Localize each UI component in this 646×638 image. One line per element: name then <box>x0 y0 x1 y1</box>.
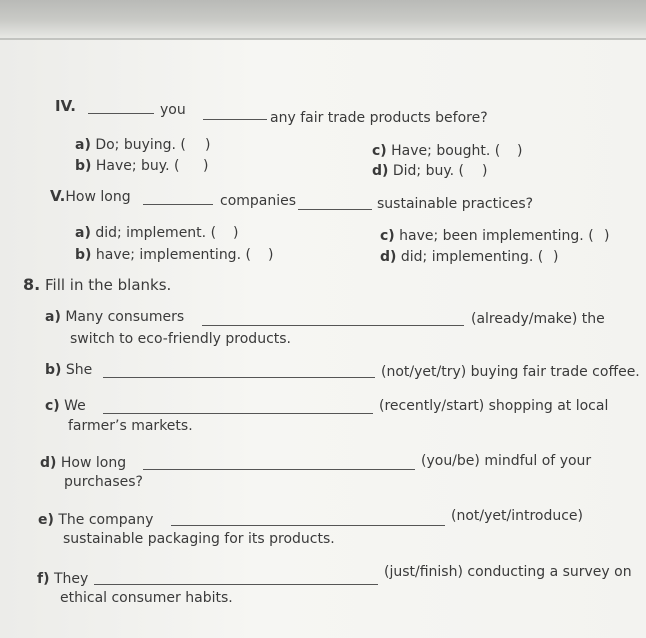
fill-item-a-hint: (already/make) the <box>471 311 605 327</box>
exercise-iv-blank-1[interactable] <box>88 113 154 114</box>
exercise-iv-option-d-close: ) <box>482 163 488 179</box>
exercise-8-heading <box>23 277 171 293</box>
item-text-before: She <box>65 362 93 378</box>
fill-item-c <box>45 398 86 414</box>
item-text-before: The company <box>58 512 154 528</box>
exercise-iv-option-d[interactable] <box>372 163 464 179</box>
fill-item-b <box>45 362 92 378</box>
exercise-v-option-b-close: ) <box>268 247 274 263</box>
exercise-v-option-c-close: ) <box>604 228 610 244</box>
fill-item-b-blank[interactable] <box>103 377 375 378</box>
fill-item-f-hint: (just/finish) conducting a survey on <box>384 564 632 580</box>
exercise-8-number: 8. <box>23 275 41 294</box>
item-letter: a) <box>45 309 61 325</box>
item-letter: c) <box>45 398 60 414</box>
fill-item-a <box>45 309 184 325</box>
item-letter: d) <box>40 455 57 471</box>
fill-item-f <box>37 571 88 587</box>
exercise-iv-blank-2[interactable] <box>203 119 267 120</box>
exercise-iv-option-b[interactable] <box>75 158 179 174</box>
exercise-v-option-b[interactable] <box>75 247 251 263</box>
item-letter: b) <box>45 362 62 378</box>
fill-item-c-continuation: farmer’s markets. <box>68 418 193 434</box>
item-letter: f) <box>37 571 50 587</box>
fill-item-b-hint: (not/yet/try) buying fair trade coffee. <box>381 364 640 380</box>
fill-item-d-hint: (you/be) mindful of your <box>421 453 592 469</box>
option-text: have; implementing. ( <box>95 247 251 263</box>
exercise-iv-option-c[interactable] <box>372 143 500 159</box>
option-letter: d) <box>372 163 389 179</box>
exercise-iv-you: you <box>160 102 186 118</box>
exercise-v-how-long: How long <box>65 189 131 205</box>
item-text-before: Many consumers <box>65 309 185 325</box>
fill-item-a-blank[interactable] <box>202 325 464 326</box>
option-text: did; implement. ( <box>95 225 217 241</box>
exercise-v-option-a-close: ) <box>233 225 239 241</box>
fill-item-d-blank[interactable] <box>143 469 415 470</box>
option-text: Have; bought. ( <box>391 143 501 159</box>
fill-item-a-continuation: switch to eco-friendly products. <box>70 331 291 347</box>
exercise-v-option-d[interactable] <box>380 249 543 265</box>
option-letter: d) <box>380 249 397 265</box>
item-text-before: We <box>64 398 86 414</box>
option-text: did; implementing. ( <box>400 249 544 265</box>
fill-item-e <box>38 512 153 528</box>
fill-item-c-blank[interactable] <box>103 413 373 414</box>
option-letter: a) <box>75 137 91 153</box>
exercise-v-blank-2[interactable] <box>298 209 372 210</box>
fill-item-e-hint: (not/yet/introduce) <box>451 508 584 524</box>
fill-item-f-blank[interactable] <box>94 584 378 585</box>
option-text: Did; buy. ( <box>392 163 465 179</box>
item-text-before: How long <box>60 455 127 471</box>
exercise-iv-option-a-close: ) <box>205 137 211 153</box>
exercise-8-title: Fill in the blanks. <box>45 276 172 294</box>
option-text: have; been implementing. ( <box>399 228 594 244</box>
exercise-v-option-d-close: ) <box>553 249 559 265</box>
exercise-iv-option-b-close: ) <box>203 158 209 174</box>
fill-item-c-hint: (recently/start) shopping at local <box>379 398 609 414</box>
exercise-v-blank-1[interactable] <box>143 204 213 205</box>
option-letter: a) <box>75 225 91 241</box>
option-text: Do; buying. ( <box>95 137 186 153</box>
exercise-v-number: V. <box>50 187 66 205</box>
fill-item-d <box>40 455 126 471</box>
exercise-v-option-c[interactable] <box>380 228 594 244</box>
exercise-iv-number: IV. <box>55 97 76 115</box>
option-letter: c) <box>380 228 395 244</box>
option-letter: b) <box>75 247 92 263</box>
exercise-iv-question: any fair trade products before? <box>270 110 488 126</box>
option-letter: b) <box>75 158 92 174</box>
exercise-v-question: sustainable practices? <box>377 196 534 212</box>
option-letter: c) <box>372 143 387 159</box>
fill-item-e-continuation: sustainable packaging for its products. <box>63 531 335 547</box>
fill-item-d-continuation: purchases? <box>64 474 143 490</box>
exercise-iv-option-c-close: ) <box>517 143 523 159</box>
option-text: Have; buy. ( <box>95 158 180 174</box>
fill-item-e-blank[interactable] <box>171 525 445 526</box>
fill-item-f-continuation: ethical consumer habits. <box>60 590 233 606</box>
exercise-v-question-start <box>50 188 131 205</box>
exercise-v-option-a[interactable] <box>75 225 216 241</box>
item-letter: e) <box>38 512 54 528</box>
exercise-iv-option-a[interactable] <box>75 137 186 153</box>
exercise-v-companies: companies <box>220 193 297 209</box>
item-text-before: They <box>53 571 89 587</box>
